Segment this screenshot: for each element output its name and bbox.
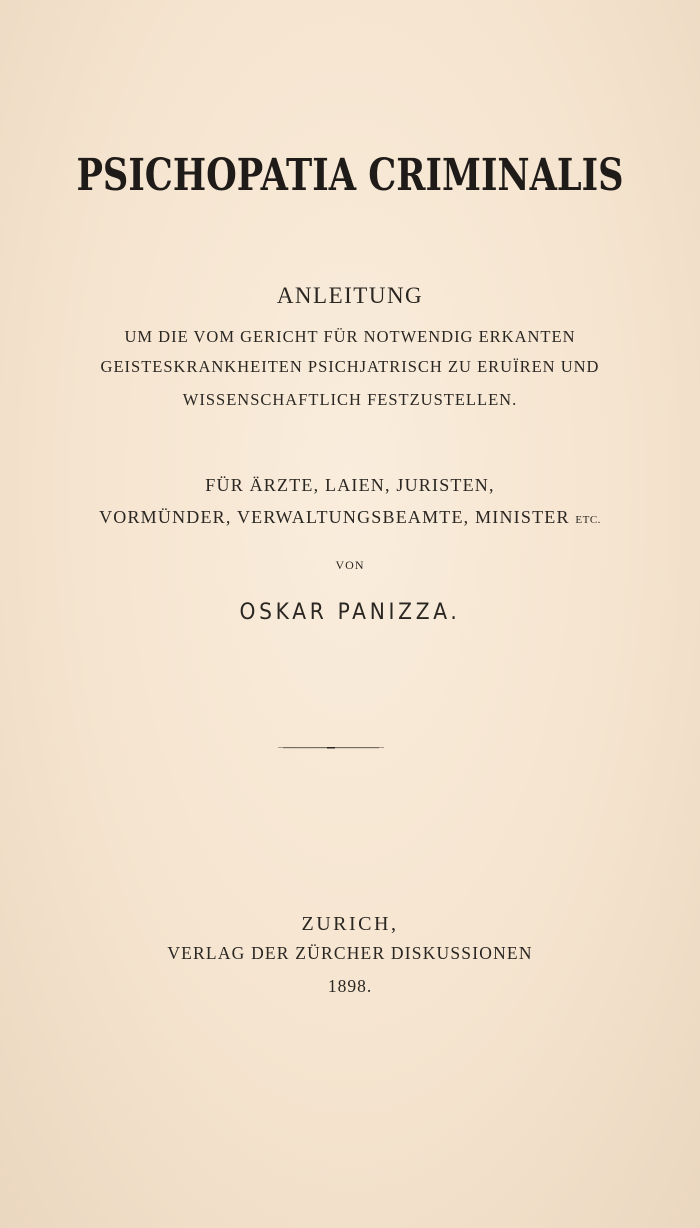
author-name: OSKAR PANIZZA. bbox=[239, 600, 461, 625]
audience-line bbox=[0, 507, 700, 528]
imprint-place: ZURICH, bbox=[301, 913, 399, 935]
ornamental-rule bbox=[225, 747, 437, 749]
audience-text: VORMÜNDER, VERWALTUNGSBEAMTE, MINISTER bbox=[99, 507, 570, 527]
imprint-year: 1898. bbox=[327, 976, 373, 996]
audience-etc: ETC. bbox=[575, 514, 601, 526]
subtitle-line: UM DIE VOM GERICHT FÜR NOTWENDIG ERKANTEN bbox=[124, 327, 576, 346]
book-title: PSICHOPATIA CRIMINALIS bbox=[76, 150, 624, 201]
subtitle-line: WISSENSCHAFTLICH FESTZUSTELLEN. bbox=[182, 390, 518, 409]
byline-von: VON bbox=[335, 558, 365, 572]
subtitle-line: GEISTESKRANKHEITEN PSICHJATRISCH ZU ERUÏREN UND bbox=[100, 357, 600, 376]
audience-line: FÜR ÄRZTE, LAIEN, JURISTEN, bbox=[205, 475, 495, 495]
subtitle-heading: ANLEITUNG bbox=[276, 283, 424, 308]
imprint-publisher: VERLAG DER ZÜRCHER DISKUSSIONEN bbox=[167, 943, 533, 963]
